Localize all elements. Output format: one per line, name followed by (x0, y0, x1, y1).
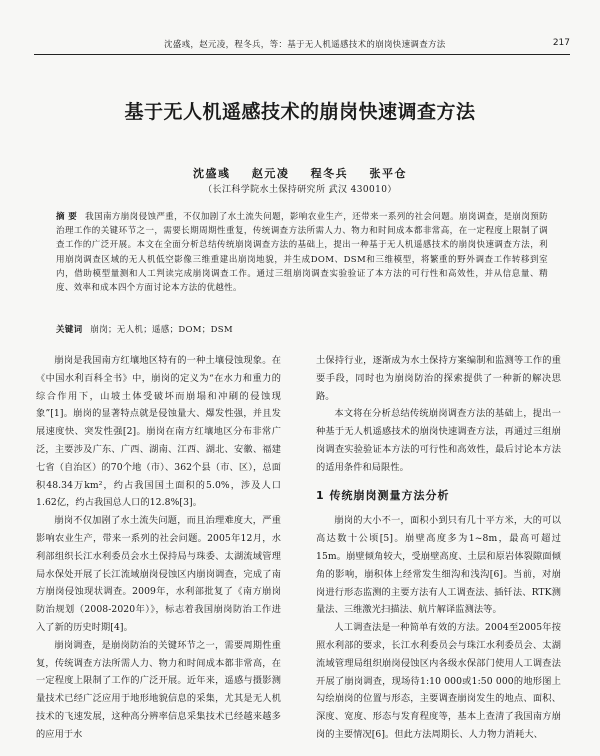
abstract (56, 210, 548, 295)
body-paragraph: 崩岗调查，是崩岗防治的关键环节之一，需要周期性重复，传统调查方法所需人力、物力和时间成本都非常高，在一定程度上限制了工作的广泛开展。近年来，遥感与摄影测量技术已经广泛应用于地形地貌信息的采集，尤其是无人机技术的飞速发展，这种高分辨率信息采集技术已经越来越多的应用于水 (36, 639, 281, 740)
body-paragraph: 人工调查法是一种简单有效的方法。2004至2005年按照水利部的要求，长江水利委员会与珠江水利委员会、太湖流域管理局组织崩岗侵蚀区内各级水保部门使用人工调查法开展了崩岗调查，现场待1:10 000或1:50 000的地形图上勾绘崩岗的位置与形态，主要调查崩岗发生的地点、面积、深度、宽度、形态与发育程度等，基本上查清了我国南方崩岗的主要情况[6]。但此方法周期长、人力物力消耗大、 (316, 622, 561, 740)
running-head: 沈盛彧，赵元凌，程冬兵，等：基于无人机遥感技术的崩岗快速调查方法 (164, 40, 446, 50)
body-paragraph: 土保持行业，逐渐成为水土保持方案编制和监测等工作的重要手段，同时也为崩岗防治的探索提供了一种新的解决思路。 (316, 355, 561, 402)
abstract-text: 我国南方崩岗侵蚀严重，不仅加剧了水土流失问题，影响农业生产，还带来一系列的社会问题。崩岗调查，是崩岗预防治理工作的关键环节之一，需要长期周期性重复，传统调查方法所需人力、物力和时间成本都非常高，在一定程度上限制了调查工作的广泛开展。本文在全面分析总结传统崩岗调查方法的基础上，提出一种基于无人机遥感技术的崩岗快速调查方法，利用崩岗调查区域的无人机低空影像三维重建出崩岗地貌，并生成DOM、DSM和三维模型，将繁重的野外调查工作转移到室内，借助模型量测和人工判读完成崩岗调查工作。通过三组崩岗调查实验验证了本方法的可行性和高效性，并从信息量、精度、效率和成本四个方面讨论本方法的优越性。 (56, 212, 548, 294)
right-column (316, 352, 561, 744)
paper-title: 基于无人机遥感技术的崩岗快速调查方法 (124, 101, 476, 123)
abstract-label: 摘 要 (56, 212, 78, 222)
keywords-label: 关键词 (56, 325, 83, 335)
section-heading: 1 传统崩岗测量方法分析 (316, 488, 450, 502)
keywords (56, 323, 548, 335)
paper-authors: 沈盛彧 赵元凌 程冬兵 张平仓 (193, 167, 407, 180)
running-header (34, 38, 570, 55)
keywords-text: 崩岗；无人机；遥感；DOM；DSM (90, 325, 233, 335)
paper-affiliation: （长江科学院水土保持研究所 武汉 430010） (203, 185, 397, 195)
body-paragraph: 本文将在分析总结传统崩岗调查方法的基础上，提出一种基于无人机遥感技术的崩岗快速调查方法，再通过三组崩岗调查实验验证本方法的可行性和高效性，最后讨论本方法的适用条件和局限性。 (316, 408, 561, 473)
body-paragraph: 崩岗不仅加剧了水土流失问题，而且治理难度大，严重影响农业生产，带来一系列的社会问题。2005年12月，水利部组织长江水利委员会水土保持局与珠委、太湖流域管理局水保处开展了长江流域崩岗侵蚀区内崩岗调查，完成了南方崩岗侵蚀现状调查。2009年，水利部批复了《南方崩岗防治规划（2008-2020年）》，标志着我国崩岗防治工作进入了新的历史时期[4]。 (36, 515, 281, 633)
body-paragraph: 崩岗是我国南方红壤地区特有的一种土壤侵蚀现象。在《中国水利百科全书》中，崩岗的定义为“在水力和重力的综合作用下，山坡土体受破坏而崩塌和冲刷的侵蚀现象”[1]。崩岗的显著特点就是侵蚀量大、爆发性强，并且发展速度快、突发性强[2]。崩岗在南方红壤地区分布非常广泛，主要涉及广东、广西、湖南、江西、湖北、安徽、福建七省（自治区）的70个地（市）、362个县（市、区），总面积48.34万km²，约占我国国土面积的5.0%，涉及人口1.62亿，约占我国总人口的12.8%[3]。 (36, 355, 281, 509)
body-paragraph: 崩岗的大小不一，面积小到只有几十平方米，大的可以高达数十公顷[5]。崩壁高度多为1~8m，最高可超过15m。崩壁倾角较大，受崩壁高度、土层和原岩体裂隙面倾角的影响，崩积体上经常发生细沟和浅沟[6]。当前，对崩岗进行形态监测的主要方法有人工调查法、插钎法、RTK测量法、三维激光扫描法、航片解译监测法等。 (316, 515, 561, 616)
page-number: 217 (552, 38, 570, 48)
left-column (36, 352, 281, 744)
